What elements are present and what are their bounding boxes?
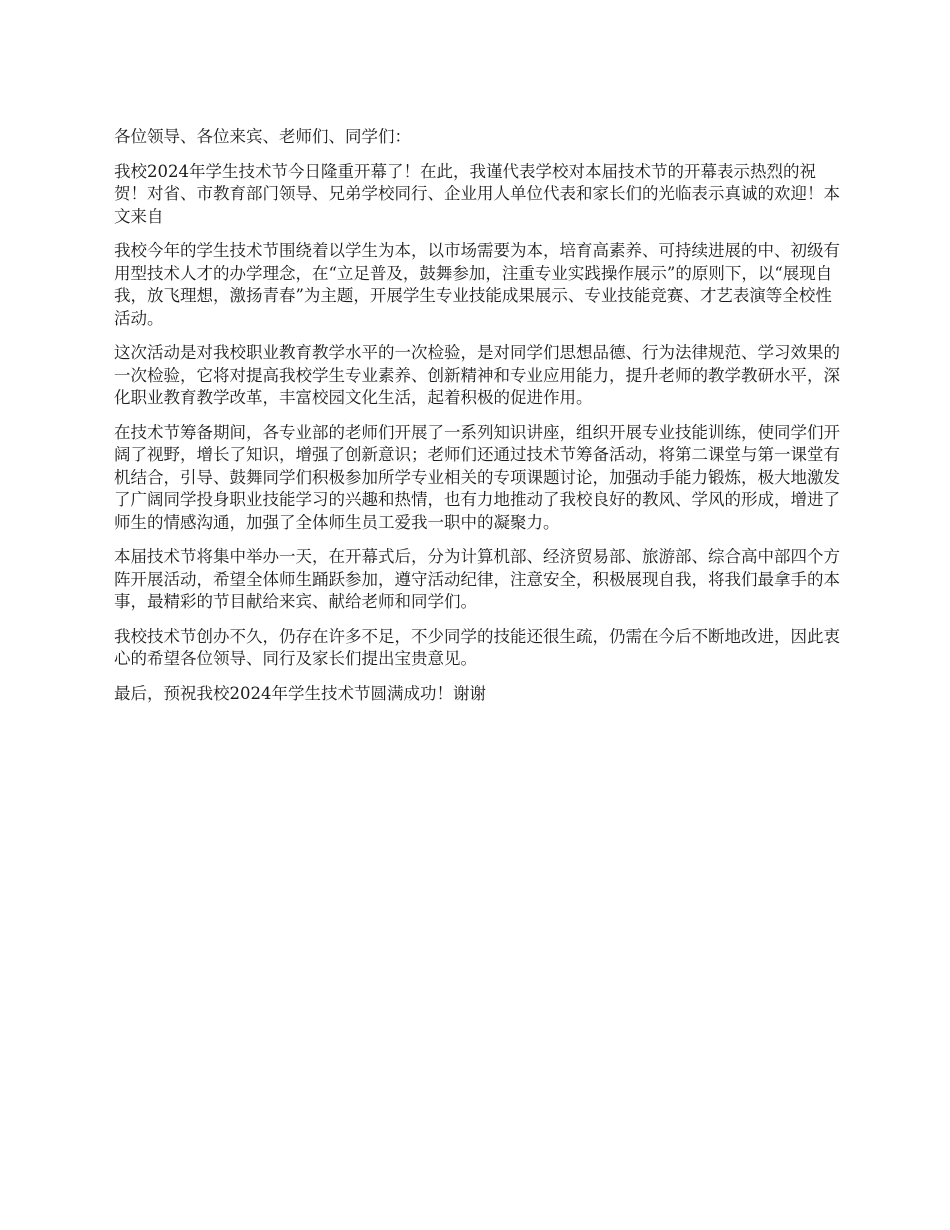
paragraph-arrangement: 本届技术节将集中举办一天，在开幕式后，分为计算机部、经济贸易部、旅游部、综合高中部四个方阵开展活动，希望全体师生踊跃参加，遵守活动纪律，注意安全，积极展现自我，将我们最拿手的本事，最精彩的节目献给来宾、献给老师和同学们。 — [114, 547, 840, 611]
paragraph-theme: 我校今年的学生技术节围绕着以学生为本，以市场需要为本，培育高素养、可持续进展的中、初级有用型技术人才的办学理念，在“立足普及，鼓舞参加，注重专业实践操作展示”的原则下，以“展现自我，放飞理想，激扬青春”为主题，开展学生专业技能成果展示、专业技能竞赛、才艺表演等全校性活动。 — [114, 241, 840, 328]
salutation: 各位领导、各位来宾、老师们、同学们： — [114, 127, 411, 146]
paragraph-closing: 最后，预祝我校2024年学生技术节圆满成功！谢谢 — [114, 683, 486, 703]
document-body — [114, 126, 844, 717]
paragraph-significance: 这次活动是对我校职业教育教学水平的一次检验，是对同学们思想品德、行为法律规范、学习效果的一次检验，它将对提高我校学生专业素养、创新精神和专业应用能力，提升老师的教学教研水平，深化职业教育教学改革，丰富校园文化生活，起着积极的促进作用。 — [114, 343, 840, 407]
paragraph-opening: 我校2024年学生技术节今日隆重开幕了！在此，我谨代表学校对本届技术节的开幕表示热烈的祝贺！对省、市教育部门领导、兄弟学校同行、企业用人单位代表和家长们的光临表示真诚的欢迎！本文来自 — [114, 161, 840, 226]
paragraph-preparation: 在技术节筹备期间，各专业部的老师们开展了一系列知识讲座，组织开展专业技能训练，使同学们开阔了视野，增长了知识，增强了创新意识；老师们还通过技术节筹备活动，将第二课堂与第一课堂有机结合，引导、鼓舞同学们积极参加所学专业相关的专项课题讨论，加强动手能力锻炼，极大地激发了广阔同学投身职业技能学习的兴趣和热情，也有力地推动了我校良好的教风、学风的形成，增进了师生的情感沟通，加强了全体师生员工爱我一职中的凝聚力。 — [114, 422, 840, 532]
paragraph-shortcomings: 我校技术节创办不久，仍存在许多不足，不少同学的技能还很生疏，仍需在今后不断地改进，因此衷心的希望各位领导、同行及家长们提出宝贵意见。 — [114, 626, 840, 668]
